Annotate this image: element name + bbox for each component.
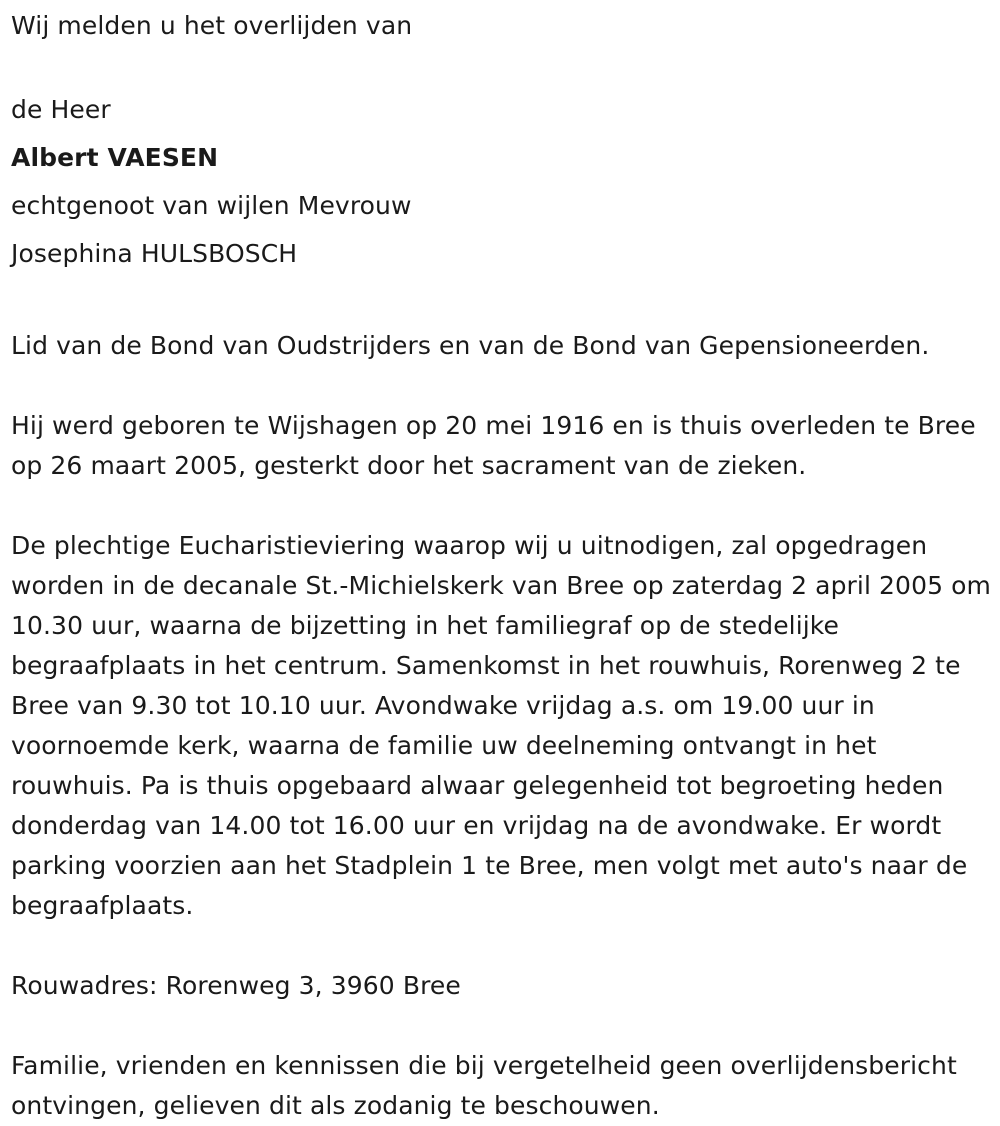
spouse-line-1: echtgenoot van wijlen Mevrouw [11, 191, 412, 220]
spouse-line-2: Josephina HULSBOSCH [11, 239, 298, 268]
membership-paragraph: Lid van de Bond van Oudstrijders en van de Bond van Gepensioneerden. [11, 331, 930, 360]
spacer [11, 46, 996, 86]
spacer [11, 486, 996, 526]
ceremony-paragraph: De plechtige Eucharistieviering waarop wij u uitnodigen, zal opgedragen worden in de decanale St.-Michielskerk van Bree op zaterdag 2 april 2005 om 10.30 uur, waarna de bijzetting in het familiegraf op de stedelijke begraafplaats in het centrum. Samenkomst in het rouwhuis, Rorenweg 2 te Bree van 9.30 tot 10.10 uur. Avondwake vrijdag a.s. om 19.00 uur in voornoemde kerk, waarna de familie uw deelneming ontvangt in het rouwhuis. Pa is thuis opgebaard alwaar gelegenheid tot begroeting heden donderdag van 14.00 tot 16.00 uur en vrijdag na de avondwake. Er wordt parking voorzien aan het Stadplein 1 te Bree, men volgt met auto's naar de begraafplaats. [11, 531, 991, 920]
obituary-document [11, 6, 996, 1126]
spacer [11, 366, 996, 406]
deceased-name: Albert VAESEN [11, 143, 219, 172]
birth-death-paragraph: Hij werd geboren te Wijshagen op 20 mei 1916 en is thuis overleden te Bree op 26 maart 2005, gesterkt door het sacrament van de zieken. [11, 411, 976, 480]
spacer [11, 1006, 996, 1046]
spacer [11, 278, 996, 286]
honorific: de Heer [11, 95, 111, 124]
spacer [11, 286, 996, 326]
address-line: Rouwadres: Rorenweg 3, 3960 Bree [11, 971, 461, 1000]
spacer [11, 926, 996, 966]
intro-text: Wij melden u het overlijden van [11, 11, 413, 40]
closing-paragraph: Familie, vrienden en kennissen die bij vergetelheid geen overlijdensbericht ontvingen, gelieven dit als zodanig te beschouwen. [11, 1051, 957, 1120]
deceased-block [11, 86, 996, 278]
